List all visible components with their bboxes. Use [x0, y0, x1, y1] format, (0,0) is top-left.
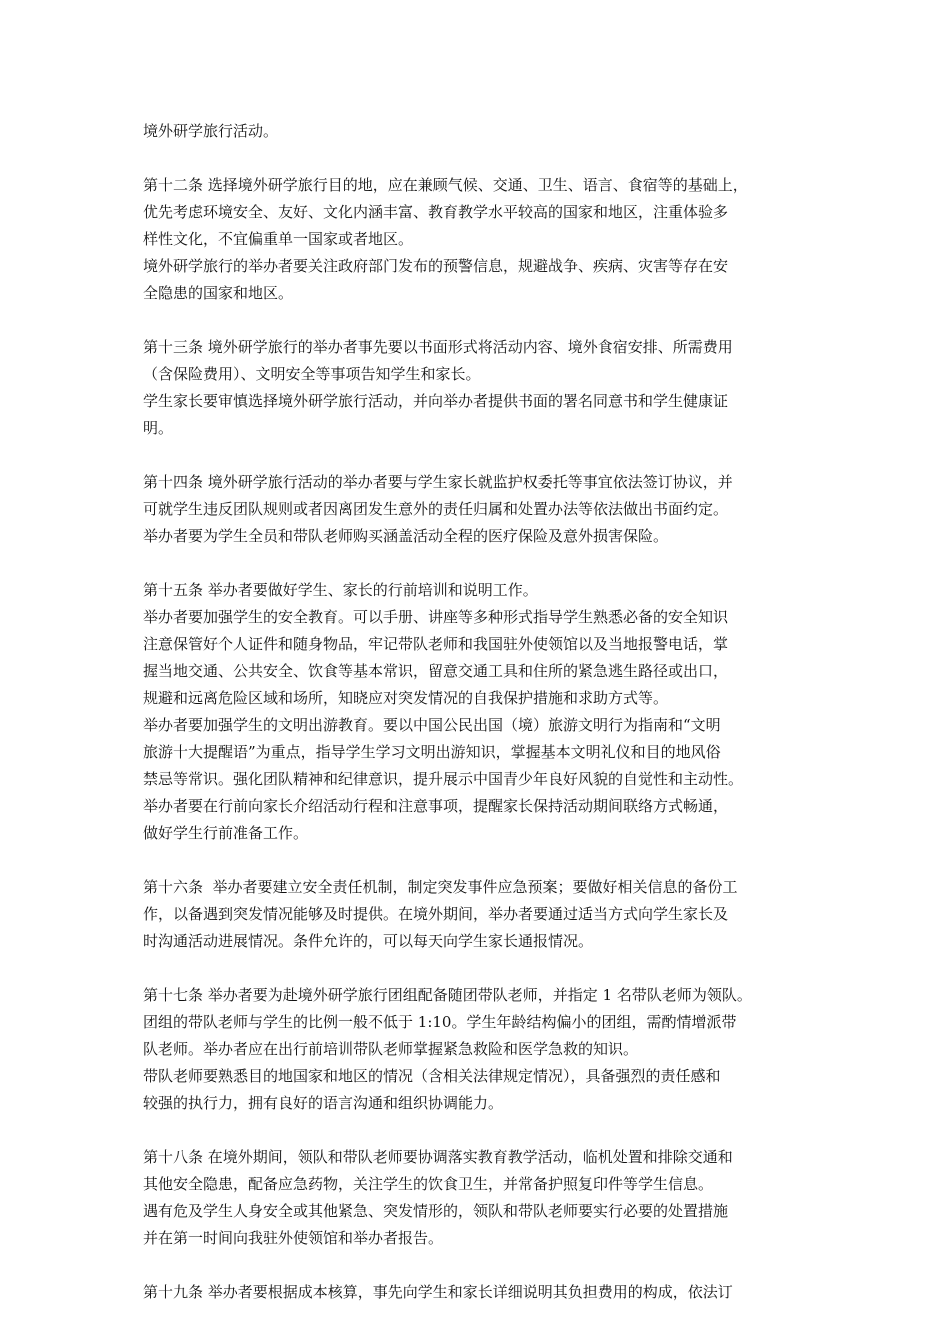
text-line: 境外研学旅行活动。	[143, 122, 279, 140]
text-line: 第十九条 举办者要根据成本核算，事先向学生和家长详细说明其负担费用的构成，依法订	[143, 1283, 733, 1301]
paragraph-gap	[143, 442, 833, 469]
text-line: 样性文化，不宜偏重单一国家或者地区。	[143, 230, 414, 248]
text-line: 队老师。举办者应在出行前培训带队老师掌握紧急救险和医学急救的知识。	[143, 1040, 639, 1058]
paragraph-gap	[143, 550, 833, 577]
text-line: 明。	[143, 419, 174, 437]
text-line: 做好学生行前准备工作。	[143, 824, 309, 842]
text-line: 可就学生违反团队规则或者因离团发生意外的责任归属和处置办法等依法做出书面约定。	[143, 500, 729, 518]
paragraph-article-13	[143, 334, 833, 442]
text-line: 第十五条 举办者要做好学生、家长的行前培训和说明工作。	[143, 581, 538, 599]
paragraph-gap	[143, 847, 833, 874]
text-line: 第十三条 境外研学旅行的举办者事先要以书面形式将活动内容、境外食宿安排、所需费用	[143, 338, 733, 356]
text-line: 第十七条 举办者要为赴境外研学旅行团组配备随团带队老师，并指定 1 名带队老师为领队。	[143, 986, 752, 1004]
text-line: 并在第一时间向我驻外使领馆和举办者报告。	[143, 1229, 444, 1247]
paragraph-gap	[143, 145, 833, 172]
paragraph-article-15	[143, 577, 833, 847]
paragraph-article-16	[143, 874, 833, 955]
text-line: 注意保管好个人证件和随身物品，牢记带队老师和我国驻外使领馆以及当地报警电话，掌	[143, 635, 729, 653]
text-line: 举办者要在行前向家长介绍活动行程和注意事项，提醒家长保持活动期间联络方式畅通，	[143, 797, 729, 815]
text-line: 第十四条 境外研学旅行活动的举办者要与学生家长就监护权委托等事宜依法签订协议，并	[143, 473, 733, 491]
document-page	[143, 118, 833, 1306]
text-line: 握当地交通、公共安全、饮食等基本常识，留意交通工具和住所的紧急逃生路径或出口，	[143, 662, 729, 680]
paragraph-gap	[143, 955, 833, 982]
text-line: 学生家长要审慎选择境外研学旅行活动，并向举办者提供书面的署名同意书和学生健康证	[143, 392, 729, 410]
text-line: 优先考虑环境安全、友好、文化内涵丰富、教育教学水平较高的国家和地区，注重体验多	[143, 203, 729, 221]
text-line: （含保险费用）、文明安全等事项告知学生和家长。	[143, 365, 481, 383]
text-line: 举办者要加强学生的安全教育。可以手册、讲座等多种形式指导学生熟悉必备的安全知识	[143, 608, 729, 626]
text-line: 旅游十大提醒语”为重点，指导学生学习文明出游知识，掌握基本文明礼仪和目的地风俗	[143, 743, 721, 761]
text-line: 时沟通活动进展情况。条件允许的，可以每天向学生家长通报情况。	[143, 932, 594, 950]
text-line: 带队老师要熟悉目的地国家和地区的情况（含相关法律规定情况），具备强烈的责任感和	[143, 1067, 721, 1085]
paragraph-gap	[143, 1252, 833, 1279]
paragraph-article-12	[143, 172, 833, 307]
text-line: 全隐患的国家和地区。	[143, 284, 294, 302]
text-line: 举办者要加强学生的文明出游教育。要以中国公民出国（境）旅游文明行为指南和“文明	[143, 716, 721, 734]
paragraph-article-14	[143, 469, 833, 550]
paragraph-article-18	[143, 1144, 833, 1252]
text-line: 规避和远离危险区域和场所，知晓应对突发情况的自我保护措施和求助方式等。	[143, 689, 669, 707]
text-line: 第十二条 选择境外研学旅行目的地，应在兼顾气候、交通、卫生、语言、食宿等的基础上，	[143, 176, 748, 194]
text-line: 第十八条 在境外期间，领队和带队老师要协调落实教育教学活动，临机处置和排除交通和	[143, 1148, 733, 1166]
text-line: 第十六条 举办者要建立安全责任机制，制定突发事件应急预案；要做好相关信息的备份工	[143, 878, 738, 896]
text-line: 遇有危及学生人身安全或其他紧急、突发情形的，领队和带队老师要实行必要的处置措施	[143, 1202, 729, 1220]
paragraph-gap	[143, 1117, 833, 1144]
text-line: 较强的执行力，拥有良好的语言沟通和组织协调能力。	[143, 1094, 504, 1112]
text-line: 境外研学旅行的举办者要关注政府部门发布的预警信息，规避战争、疾病、灾害等存在安	[143, 257, 729, 275]
text-line: 其他安全隐患，配备应急药物，关注学生的饮食卫生，并常备护照复印件等学生信息。	[143, 1175, 714, 1193]
paragraph-continuation	[143, 118, 833, 145]
text-line: 作，以备遇到突发情况能够及时提供。在境外期间，举办者要通过适当方式向学生家长及	[143, 905, 729, 923]
text-line: 举办者要为学生全员和带队老师购买涵盖活动全程的医疗保险及意外损害保险。	[143, 527, 669, 545]
text-line: 团组的带队老师与学生的比例一般不低于 1:10。学生年龄结构偏小的团组，需酌情增派带	[143, 1013, 737, 1031]
paragraph-article-19	[143, 1279, 833, 1306]
paragraph-gap	[143, 307, 833, 334]
paragraph-article-17	[143, 982, 833, 1117]
text-line: 禁忌等常识。强化团队精神和纪律意识，提升展示中国青少年良好风貌的自觉性和主动性。	[143, 770, 744, 788]
